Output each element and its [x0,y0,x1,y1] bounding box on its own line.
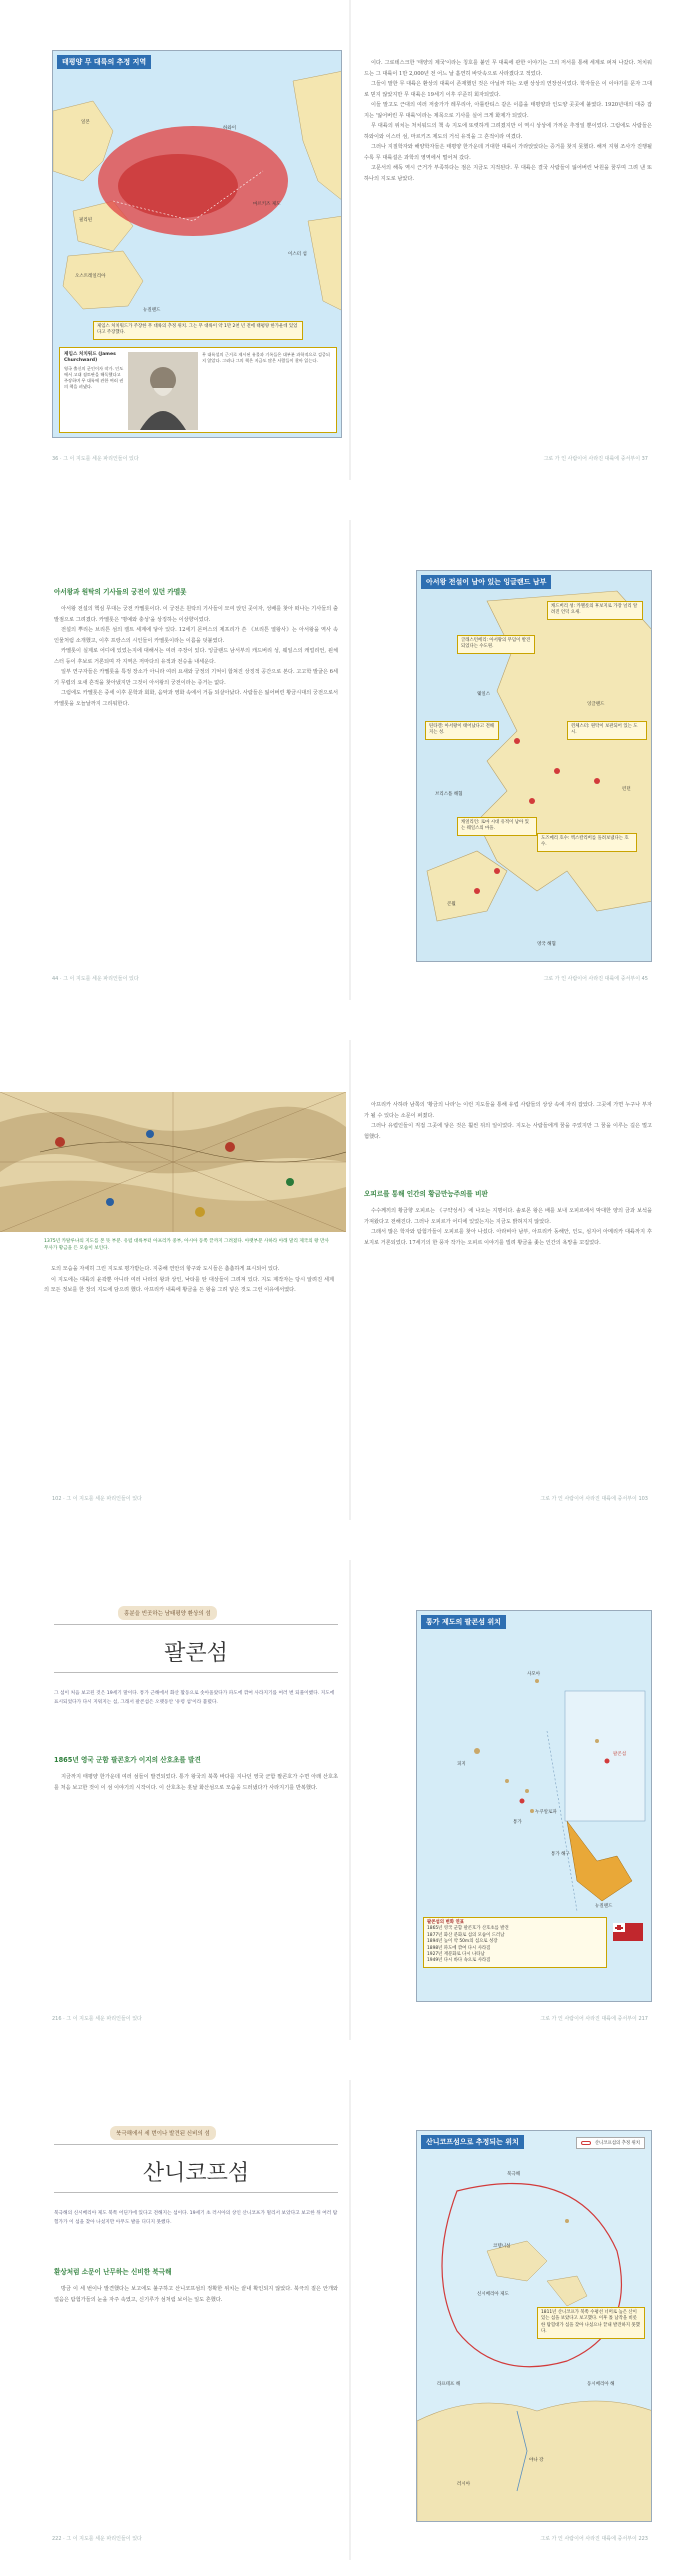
map-title: 통가 제도의 팔콘섬 위치 [421,1615,506,1629]
paragraph: 전설의 뿌리는 브리튼 섬의 켈트 세계에 닿아 있다. 12세기 몬머스의 제프리가 쓴 《브리튼 열왕사》는 아서왕을 역사 속 인물처럼 소개했고, 이후 프랑스의 시인들이 카멜롯이라는 이름을 덧붙였다. [54,627,338,644]
timeline-line: 1865년 영국 군함 팔콘호가 산호초를 발견 [427,1926,509,1932]
paragraph: 무 대륙의 위치는 처치워드의 책 속 지도에 또렷하게 그려졌지만 이 역시 상상에 가까운 추정일 뿐이었다. 그럼에도 사람들은 하와이와 이스터 섬, 마르키즈 제도의 거석 유적을 그 흔적이라 여겼다. [364,123,652,140]
gutter [349,0,351,480]
map-label: 러시아 [457,2482,471,2487]
page-folio: 36 · 그 이 지도를 세운 파리인들이 있다 [52,456,139,462]
page-folio: 그로 가 인 사람이어 사라진 대륙에 중서부이 217 [540,2016,648,2022]
page-right [354,0,690,480]
page-right [354,1040,690,1520]
body-text [364,1100,652,1142]
page-right [354,2080,690,2560]
section-subhead: 오피르를 통해 인간의 황금만능주의를 비판 [364,1190,488,1198]
title-rule [54,1672,338,1673]
paragraph: 도의 모습을 자세히 그린 지도로 평가받는다. 지중해 연안의 항구와 도시들은 촘촘하게 표시되어 있다. [51,1266,280,1272]
map-label: 마르키즈 제도 [253,202,281,207]
body-text [364,58,652,184]
body-text [44,1264,334,1296]
timeline-note [423,1917,607,1968]
title-rule [54,2144,338,2145]
map-note: 글래스턴베리: 아서왕의 무덤이 발견되었다는 수도원. [457,635,535,654]
paragraph: 그들이 말한 무 대륙은 환상의 대륙이 존재했던 것은 아닐까 하는 오랜 상상의 연장선이었다. 학자들은 이 이야기를 문자 그대로 믿지 않았지만 무 대륙은 19세기 이후 꾸준히 회자되었다. [364,81,652,98]
timeline-line: 1898년 파도에 깎여 다시 사라짐 [427,1945,491,1951]
paragraph: 일부 연구자들은 카멜롯을 특정 장소가 아니라 여러 요새와 궁정의 기억이 합쳐진 상징적 공간으로 본다. 고고학 발굴은 6세기 무렵의 요새 흔적을 찾아냈지만 그것이 아서왕의 궁전이라는 증거는 없다. [54,669,338,686]
paragraph: 그럼에도 카멜롯은 중세 이후 문학과 회화, 음악과 영화 속에서 거듭 되살아났다. 사람들은 잃어버린 황금시대의 궁전으로서 카멜롯을 오늘날까지 그리워한다. [54,690,338,707]
gutter [349,2080,351,2560]
body-text [364,1206,652,1248]
page-folio: 102 · 그 이 지도를 세운 파리인들이 있다 [52,1496,142,1502]
map-title: 아서왕 전설이 남아 있는 잉글랜드 남부 [421,575,551,589]
old-map-graphic [0,1092,346,1232]
timeline-line: 1877년 화산 분화로 섬의 모습이 드러남 [427,1932,505,1938]
map-label: 오스트레일리아 [75,274,106,279]
map-label: 런던 [622,787,631,792]
legend-swatch-icon [581,2141,591,2145]
map-label: 사모아 [527,1672,541,1677]
map-label: 팔콘섬 [613,1752,627,1757]
legend-label: 산니코프섬의 추정 위치 [594,2141,640,2146]
chapter-banner: 흥분을 빈곳하는 남태평양 환상의 섬 [118,1606,217,1620]
spread-4 [0,1560,700,2040]
map-label: 영국 해협 [537,942,556,947]
mu-continent-map [52,50,342,438]
section-subhead: 환상처럼 소문이 난무하는 신비한 북극해 [54,2268,172,2276]
paragraph: 카멜롯이 실제로 어디에 있었는지에 대해서는 여러 주장이 있다. 잉글랜드 남서부의 캐드버리 성, 웨일스의 캐얼리언, 윈체스터 등이 후보로 거론되며 각 지역은 저마다의 유적과 전승을 내세운다. [54,648,338,665]
map-label: 누쿠알로파 [535,1810,557,1815]
sannikov-map [416,2130,652,2522]
paragraph: 이들 말고도 근대의 여러 저술가가 레무리아, 아틀란티스 같은 이름을 태평양과 인도양 곳곳에 붙였다. 1920년대의 대중 잡지는 '잃어버린 무 대륙'이라는 제목으로 기사를 실어 크게 화제가 되었다. [364,102,652,119]
map-label: 웨일스 [477,692,491,697]
map-label: 야나 강 [529,2458,544,2463]
gutter [349,520,351,1000]
map-label: 라프테프 해 [437,2382,461,2387]
title-rule [54,1624,338,1625]
map-label: 신시베리아 제도 [477,2292,509,2297]
map-title: 태평양 무 대륙의 추정 지역 [57,55,151,69]
chapter-banner: 북극해에서 세 번이나 발견된 신비의 섬 [110,2126,216,2140]
chapter-intro: 그 섬이 처음 보고된 것은 19세기 말이다. 통가 근해에서 화산 활동으로 솟아올랐다가 파도에 깎여 사라지기를 여러 번 되풀이했다. 지도에 표시되었다가 다시 지워지는 섬, 그래서 팔콘섬은 오랫동안 '유령 섬'이라 불렸다. [54,1691,335,1705]
paragraph: 지금까지 태평양 한가운데 여러 섬들이 발견되었다. 통가 왕국의 북쪽 바다를 지나던 영국 군함 팔콘호가 수면 아래 산호초를 처음 보고한 것이 이 섬 이야기의 시작이다. 이 산호초는 훗날 화산섬으로 모습을 드러냈다가 사라지기를 반복했다. [54,1774,338,1791]
side-note: 무 대륙설의 근거로 제시된 유물과 기록들은 대부분 과학적으로 검증되지 않았다. 그러나 그의 책은 지금도 많은 사람들이 찾아 읽는다. [202,352,330,363]
tonga-flag-icon [613,1923,643,1941]
map-label: 잉글랜드 [587,702,605,707]
map-note: 캐드버리 성: 카멜롯의 후보지로 가장 널리 알려진 언덕 요새. [547,601,643,620]
page-right [354,520,690,1000]
body-text [54,2284,338,2305]
body-text [54,604,338,709]
page-folio: 44 · 그 이 지도를 세운 파리인들이 있다 [52,976,139,982]
timeline-line: 1894년 높이 약 50m의 섬으로 성장 [427,1939,498,1945]
map-legend [576,2137,645,2149]
paragraph: 수수께끼의 황금향 오피르는 《구약성서》에 나오는 지명이다. 솔로몬 왕은 배를 보내 오피르에서 막대한 양의 금과 보석을 가져왔다고 전해진다. 그러나 오피르가 어디에 있었는지는 지금도 밝혀지지 않았다. [364,1208,652,1225]
map-label: 일본 [81,120,90,125]
page-folio: 그로 가 인 사람이어 사라진 대륙에 중서부이 45 [543,976,648,982]
page-folio: 216 · 그 이 지도를 세운 파리인들이 있다 [52,2016,142,2022]
map-label: 콘월 [447,902,456,907]
page-left [10,2080,346,2560]
chapter-title: 산니코프섬 [142,2161,250,2186]
section-subhead: 아서왕과 원탁의 기사들의 궁전이 있던 카멜롯 [54,588,187,596]
spread-5 [0,2080,700,2560]
map-note: 도즈메리 호수: 엑스칼리버를 돌려보냈다는 호수. [537,833,637,852]
map-label: 통가 해구 [551,1852,570,1857]
page-left [10,520,346,1000]
chapter-title: 팔콘섬 [164,1641,228,1666]
page-folio: 그로 가 인 사람이어 사라진 대륙에 중서부이 103 [540,1496,648,1502]
map-label: 피지 [457,1762,466,1767]
spread-1 [0,0,700,480]
gutter [349,1040,351,1520]
page-left [10,1040,346,1520]
map-label: 통가 [513,1820,522,1825]
tonga-map [416,1610,652,2002]
paragraph: 그러나 지질학자와 해양학자들은 태평양 한가운데 거대한 대륙이 가라앉았다는 증거를 찾지 못했다. 해저 지형 조사가 진행될수록 무 대륙설은 과학의 영역에서 멀어져 갔다. [364,144,652,161]
map-label: 이스터 섬 [288,252,307,257]
page-folio: 222 · 그 이 지도를 세운 파리인들이 있다 [52,2536,142,2542]
map-note: 틴타겔: 아서왕이 태어났다고 전해지는 성. [425,721,499,740]
map-label: 동시베리아 해 [587,2382,615,2387]
paragraph: 그러나 유럽인들이 직접 그곳에 닿은 것은 훨씬 뒤의 일이었다. 지도는 사람들에게 꿈을 주었지만 그 꿈을 이루는 길은 멀고 험했다. [364,1123,652,1140]
timeline-line: 1927년 재분화로 다시 나타남 [427,1952,485,1958]
image-caption: 1375년 카탈루냐의 지도를 본 뜻 부분. 유럽 대륙부터 아프리카 중부, 아시아 동쪽 끝까지 그려졌다. 아랫부분 사하라 아래 말리 제국의 왕 만사 무사가 황금을 든 모습이 보인다. [44,1239,329,1251]
timeline-line: 1949년 다시 바다 속으로 사라짐 [427,1958,491,1964]
map-label: 하와이 [223,126,237,131]
map-label: 북극해 [507,2172,521,2177]
spread-3 [0,1040,700,1520]
map-note: 제임스 처치워드가 주장한 무 대륙의 추정 위치. 그는 무 대륙이 약 1만 2천 년 전에 태평양 한가운데 있었다고 주장했다. [93,321,303,340]
map-label: 필리핀 [79,218,93,223]
person-box [59,347,337,433]
paragraph: 그래서 많은 학자와 탐험가들이 오피르를 찾아 나섰다. 아라비아 남부, 아프리카 동해안, 인도, 심지어 아메리카 대륙까지 후보지로 거론되었다. 17세기의 한 풍자 작가는 오피르 이야기를 빌려 황금을 좇는 인간의 욕망을 꼬집었다. [364,1229,652,1246]
catalan-atlas-image [0,1092,346,1232]
england-map [416,570,652,962]
person-name: 제임스 처치워드 (James Churchward) [64,352,116,363]
person-note: 영국 출신의 군인이자 작가. 인도에서 고대 점토판을 해독했다고 주장하며 무 대륙에 관한 여러 권의 책을 펴냈다. [64,366,124,389]
section-subhead: 1865년 영국 군함 팔콘호가 이지의 산호초를 발견 [54,1756,201,1764]
page-left [10,0,346,480]
portrait-icon [128,352,198,430]
map-label: 뉴질랜드 [143,308,161,313]
title-rule [54,2192,338,2193]
page-folio: 그로 가 인 사람이어 사라진 대륙에 중서부이 223 [540,2536,648,2542]
map-label: 코텔니섬 [493,2244,511,2249]
map-label: 뉴질랜드 [595,1904,613,1909]
gutter [349,1560,351,2040]
page-right [354,1560,690,2040]
timeline-title: 팔콘섬의 변화 연표 [427,1920,464,1925]
map-note: 1811년 산니코프가 북쪽 수평선 너머로 높은 산이 있는 섬을 보았다고 보고했다. 이후 톨 남작을 비롯한 탐험대가 섬을 찾아 나섰으나 끝내 발견하지 못했다. [537,2307,645,2339]
paragraph: 아프리카 사하라 남쪽의 '황금의 나라'는 이런 지도들을 통해 유럽 사람들의 상상 속에 자리 잡았다. 그곳에 가면 누구나 부자가 될 수 있다는 소문이 퍼졌다. [364,1102,652,1119]
paragraph: 고문서의 해독 역시 근거가 부족하다는 점은 지금도 지적된다. 무 대륙은 결국 사람들이 잃어버린 낙원을 꿈꾸며 그려 낸 또 하나의 지도로 남았다. [364,165,652,182]
map-label: 브리스틀 해협 [435,792,463,797]
chapter-intro: 북극해의 신시베리아 제도 북쪽 어딘가에 있다고 전해지는 섬이다. 19세기 초 러시아의 상인 산니코프가 멀리서 보았다고 보고한 뒤 여러 탐험가가 이 섬을 찾아 나섰지만 아무도 발을 디디지 못했다. [54,2211,338,2225]
paragraph: 아서왕 전설의 핵심 무대는 궁전 카멜롯이다. 이 궁전은 원탁의 기사들이 모여 앉던 곳이자, 성배를 찾아 떠나는 기사들의 출발점으로 그려졌다. 카멜롯은 '명예와 충성'을 상징하는 이상향이었다. [54,606,338,623]
paragraph: 이다. 그로테스크한 '태양의 제국'이라는 칭호를 붙인 무 대륙에 관한 이야기는 그의 저서를 통해 세계로 퍼져 나갔다. 처치워드는 그 대륙이 1만 2,000년 전 어느 날 홀연히 바닷속으로 사라졌다고 적었다. [364,60,652,77]
spread-2 [0,520,700,1000]
map-note: 윈체스터: 원탁이 보관되어 있는 도시. [567,721,647,740]
body-text [54,1772,338,1793]
paragraph: 이 지도에는 대륙의 윤곽뿐 아니라 여러 나라의 왕과 상인, 낙타를 탄 대상들이 그려져 있다. 지도 제작자는 당시 알려진 세계의 모든 정보를 한 장의 지도에 담으려 했다. 아프리카 내륙에 황금을 든 왕을 그려 넣은 것도 그런 이유에서였다. [44,1276,334,1293]
map-note: 캐얼리언: 로마 시대 유적이 남아 있는 웨일스의 마을. [457,817,537,836]
map-title: 산니코프섬으로 추정되는 위치 [421,2135,524,2149]
page-folio: 그로 가 인 사람이어 사라진 대륙에 중서부이 37 [543,456,648,462]
page-left [10,1560,346,2040]
paragraph: 방금 이 세 번이나 발견했다는 보고에도 불구하고 산니코프섬의 정확한 위치는 끝내 확인되지 않았다. 북극의 짙은 안개와 얼음은 탐험가들의 눈을 자주 속였고, 신기루가 섬처럼 보이는 일도 흔했다. [54,2286,338,2303]
